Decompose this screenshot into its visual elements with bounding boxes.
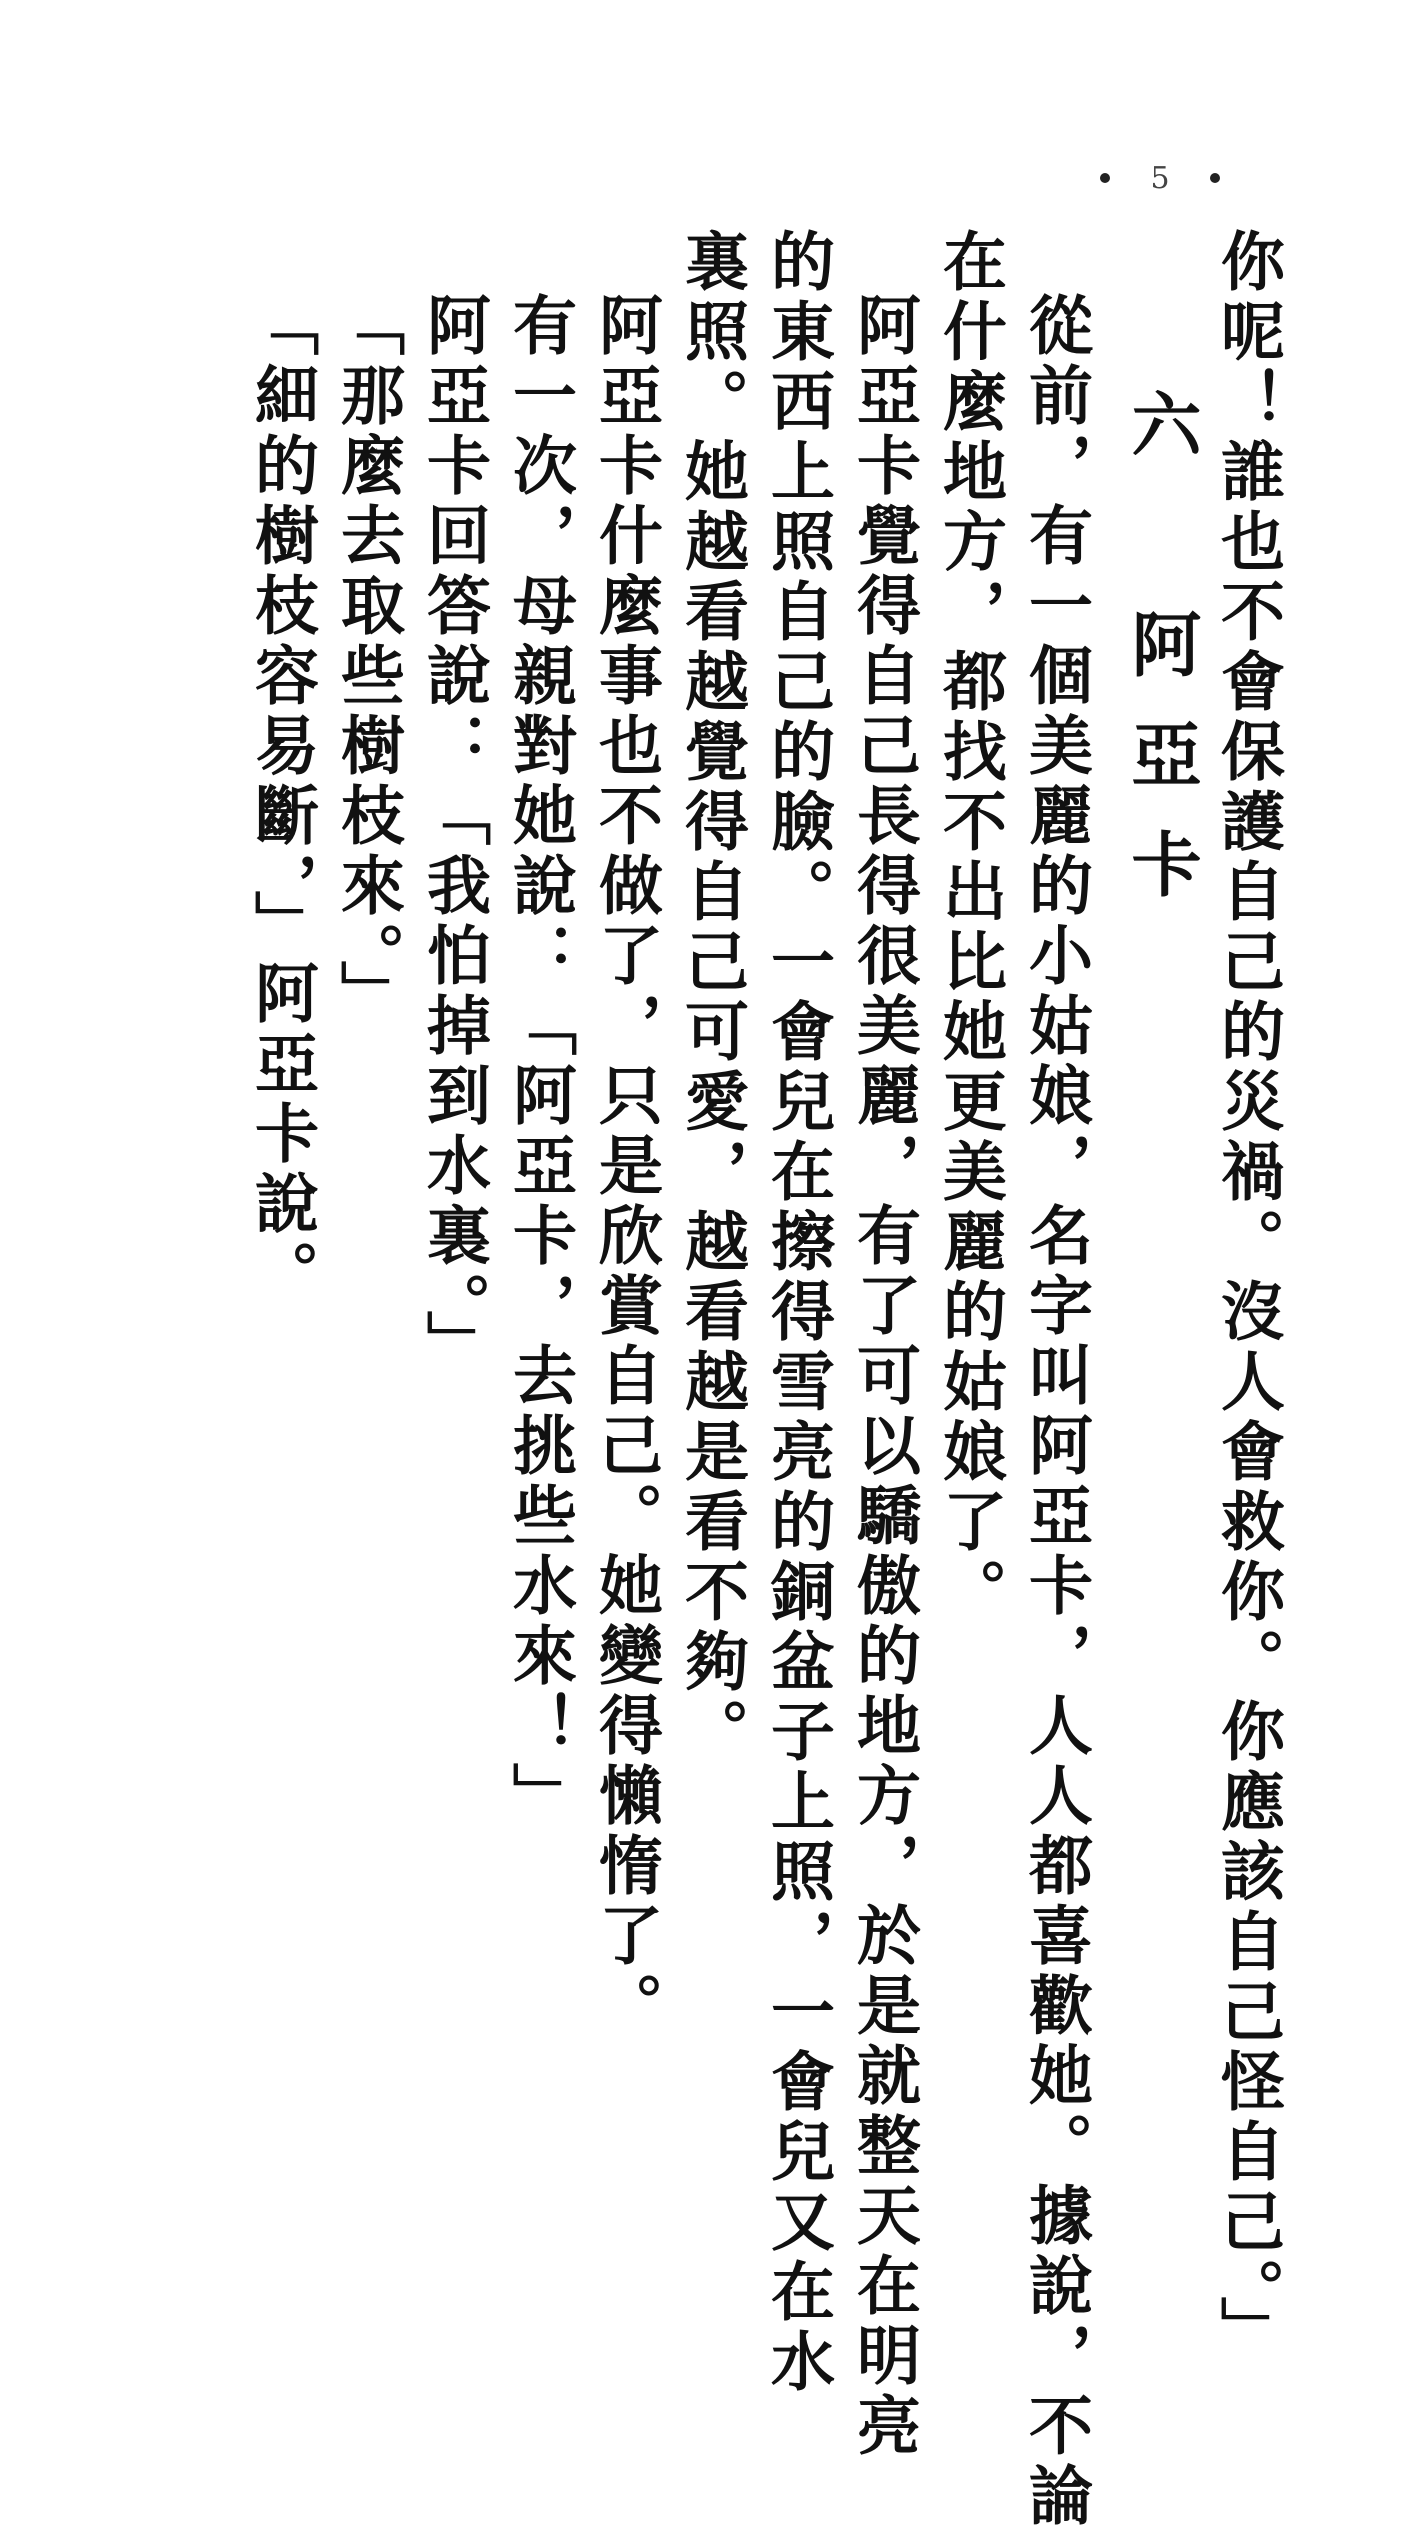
- page-number-left-dot: [1100, 173, 1110, 183]
- text-column: 有一次，母親對她說：「阿亞卡，去挑些水來！」: [502, 292, 577, 1832]
- text-column: 阿亞卡什麼事也不做了，只是欣賞自己。她變得懶惰了。: [588, 292, 663, 2042]
- page-number-text: 5: [1150, 160, 1170, 196]
- text-column: 「那麼去取些樹枝來。」: [330, 292, 405, 1030]
- page-number: [1100, 148, 1220, 208]
- text-column: 在什麼地方，都找不出比她更美麗的姑娘了。: [932, 228, 1007, 1628]
- text-column: 的東西上照自己的臉。一會兒在擦得雪亮的銅盆子上照，一會兒又在水: [760, 228, 835, 2398]
- page-number-right-dot: [1210, 173, 1220, 183]
- text-column: 裏照。她越看越覺得自己可愛，越看越是看不夠。: [674, 228, 749, 1768]
- text-column: 你呢！誰也不會保護自己的災禍。沒人會救你。你應該自己怪自己。」: [1210, 228, 1285, 2366]
- text-column: 從前，有一個美麗的小姑娘，名字叫阿亞卡，人人都喜歡她。據說，不論: [1018, 292, 1093, 2532]
- text-column: 阿亞卡回答說：「我怕掉到水裏。」: [416, 292, 491, 1380]
- vertical-text-body: [170, 228, 1290, 2532]
- chapter-heading: 六 阿亞卡: [1120, 388, 1203, 938]
- text-column: 阿亞卡覺得自己長得很美麗，有了可以驕傲的地方，於是就整天在明亮: [846, 292, 921, 2462]
- text-column: 「細的樹枝容易斷，」阿亞卡說。: [244, 292, 319, 1310]
